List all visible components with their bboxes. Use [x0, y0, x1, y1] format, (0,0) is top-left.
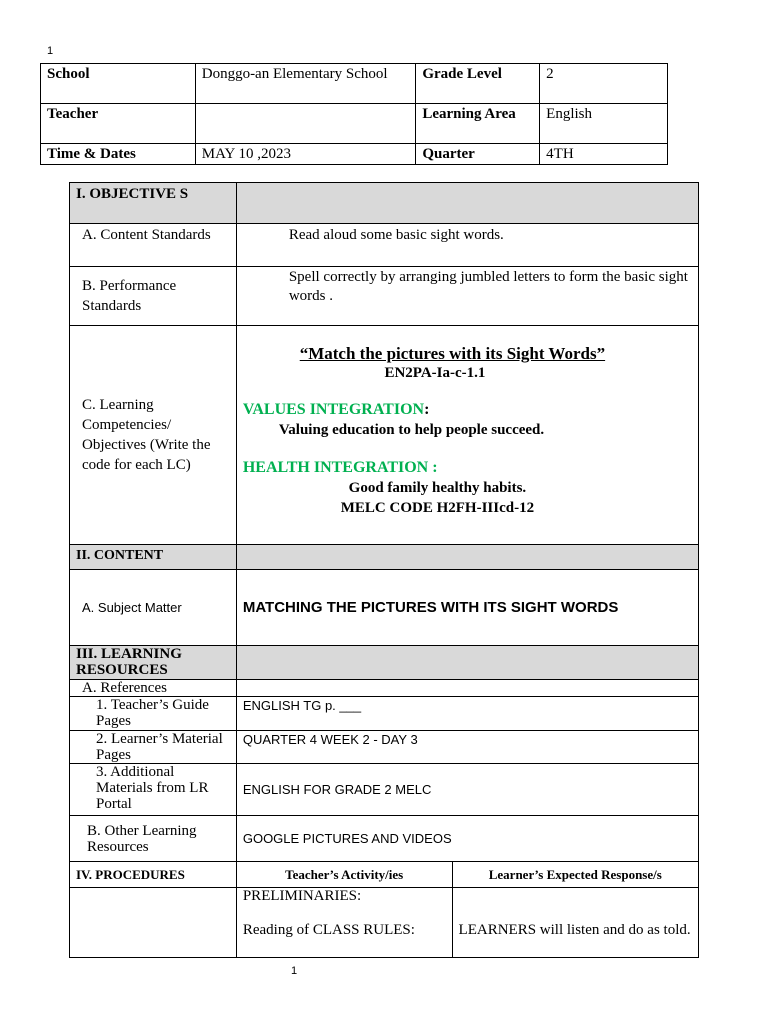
procedures-blank [70, 888, 237, 958]
school-value: Donggo-an Elementary School [195, 64, 416, 104]
performance-standards-value: Spell correctly by arranging jumbled letters to form the basic sight words . [236, 267, 698, 326]
page-number-top: 1 [47, 45, 54, 57]
melc-code: MELC CODE H2FH-IIIcd-12 [340, 500, 535, 516]
learning-area-label: Learning Area [416, 104, 540, 144]
teacher-activity-header: Teacher’s Activity/ies [236, 862, 452, 888]
learning-resources-heading-blank [236, 646, 698, 680]
learning-resources-heading: III. LEARNING RESOURCES [70, 646, 237, 680]
values-integration-label: VALUES INTEGRATION [242, 401, 425, 418]
teachers-guide-label: 1. Teacher’s Guide Pages [70, 697, 237, 731]
quarter-label: Quarter [416, 144, 540, 165]
objectives-heading: I. OBJECTIVE S [70, 183, 237, 224]
learners-material-label: 2. Learner’s Material Pages [70, 731, 237, 764]
content-standards-value: Read aloud some basic sight words. [236, 224, 698, 267]
additional-materials-value: ENGLISH FOR GRADE 2 MELC [236, 764, 698, 816]
teacher-value [195, 104, 416, 144]
content-heading: II. CONTENT [70, 545, 237, 570]
preliminaries-text: PRELIMINARIES: [242, 888, 362, 904]
time-dates-value: MAY 10 ,2023 [195, 144, 416, 165]
references-label: A. References [70, 680, 237, 697]
other-resources-label: B. Other Learning Resources [70, 816, 237, 862]
content-heading-blank [236, 545, 698, 570]
teachers-guide-value: ENGLISH TG p. ___ [236, 697, 698, 731]
learners-material-value: QUARTER 4 WEEK 2 - DAY 3 [236, 731, 698, 764]
content-standards-label: A. Content Standards [70, 224, 237, 267]
teacher-label: Teacher [41, 104, 196, 144]
values-integration-colon: : [424, 401, 430, 418]
additional-materials-label: 3. Additional Materials from LR Portal [70, 764, 237, 816]
subject-matter-label: A. Subject Matter [70, 570, 237, 646]
time-dates-label: Time & Dates [41, 144, 196, 165]
grade-level-value: 2 [540, 64, 668, 104]
competencies-cell [236, 326, 698, 545]
other-resources-value: GOOGLE PICTURES AND VIDEOS [236, 816, 698, 862]
subject-matter-value: MATCHING THE PICTURES WITH ITS SIGHT WORDS [236, 570, 698, 646]
values-integration-text: Valuing education to help people succeed. [278, 422, 545, 438]
performance-standards-label: B. Performance Standards [70, 267, 237, 326]
learning-area-value: English [540, 104, 668, 144]
references-blank [236, 680, 698, 697]
quarter-value: 4TH [540, 144, 668, 165]
procedures-heading: IV. PROCEDURES [70, 862, 237, 888]
grade-level-label: Grade Level [416, 64, 540, 104]
school-label: School [41, 64, 196, 104]
health-integration-text: Good family healthy habits. [348, 480, 527, 496]
learner-response-header: Learner’s Expected Response/s [452, 862, 698, 888]
objectives-heading-blank [236, 183, 698, 224]
competencies-label: C. Learning Competencies/ Objectives (Write the code for each LC) [70, 326, 237, 545]
class-rules-text: Reading of CLASS RULES: [242, 922, 415, 938]
teacher-activity-cell [236, 888, 452, 958]
learner-response-text: LEARNERS will listen and do as told. [452, 888, 698, 958]
health-integration-label: HEALTH INTEGRATION : [242, 459, 438, 476]
lc-title: “Match the pictures with its Sight Words” [299, 344, 606, 363]
lesson-plan-table [69, 182, 699, 958]
lc-code: EN2PA-Ia-c-1.1 [384, 365, 486, 381]
header-table [40, 63, 668, 165]
page-number-bottom: 1 [291, 965, 298, 977]
